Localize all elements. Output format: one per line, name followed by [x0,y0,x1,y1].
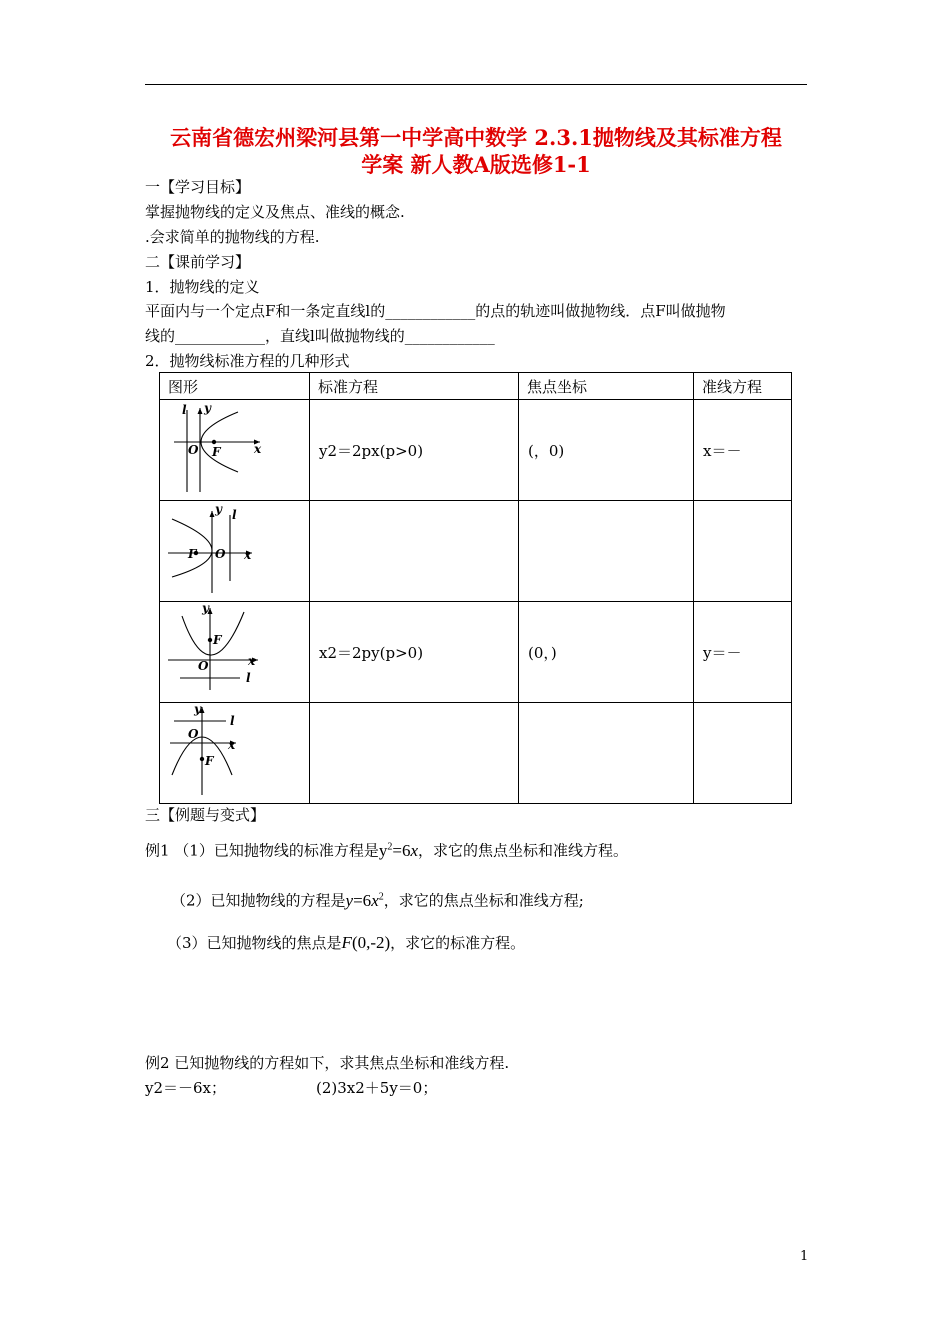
table-row [160,501,792,602]
label-f: F [213,633,222,647]
label-x: x [254,442,262,456]
header-directrix: 准线方程 [694,373,792,400]
example-1-part-3 [167,934,525,952]
table-row [160,602,792,703]
ex1-3-prefix: （3）已知抛物线的焦点是 [167,934,342,952]
equation-cell [310,703,519,804]
label-o: O [188,443,199,457]
label-y: y [194,703,201,716]
directrix-cell: y＝－ [694,602,792,703]
section-2-heading: 二【课前学习】 [145,253,251,271]
directrix-cell [694,703,792,804]
label-x: x [228,738,236,752]
focus-cell [519,501,694,602]
figure-cell [160,501,310,602]
figure-cell [160,602,310,703]
example-2-part-1: y2＝－6x； [145,1079,227,1097]
label-x: x [244,548,252,562]
title-line-1: 云南省德宏州梁河县第一中学高中数学 2.3.1抛物线及其标准方程 [170,125,782,150]
label-l: l [246,671,251,685]
ex1-3-suffix: ，求它的标准方程。 [390,934,526,952]
table-row [160,703,792,804]
directrix-cell: x＝－ [694,400,792,501]
parabola-up-figure [160,602,309,702]
equation-cell [310,501,519,602]
example-2-title: 例2 已知抛物线的方程如下，求其焦点坐标和准线方程. [145,1054,510,1072]
standard-forms-table [159,372,792,804]
focus-cell: (，0) [519,400,694,501]
header-figure: 图形 [160,373,310,400]
table-header-row [160,373,792,400]
header-focus: 焦点坐标 [519,373,694,400]
parabola-right-figure [160,400,309,500]
parabola-down-figure [160,703,309,803]
definition-line-1: 平面内与一个定点F和一条定直线l的____________的点的轨迹叫做抛物线．点F叫做抛物 [145,302,726,320]
table-row [160,400,792,501]
header-rule [145,84,807,85]
label-f: F [188,547,197,561]
label-f: F [205,754,214,768]
equation-cell: y2＝2px(p>0) [310,400,519,501]
definition-line-2: 线的____________，直线l叫做抛物线的____________ [145,327,495,345]
objective-line-2: .会求简单的抛物线的方程. [145,228,320,246]
ex1-3-formula: F(0,-2) [341,933,391,952]
equation-cell: x2＝2py(p>0) [310,602,519,703]
ex1-prefix: 例1 （1）已知抛物线的标准方程是 [145,841,379,860]
ex1-2-formula: $y=6x^2$ [345,890,384,910]
label-y: y [204,401,211,415]
document-title [145,124,807,178]
forms-title: 2．抛物线标准方程的几种形式 [145,352,350,370]
label-y: y [215,502,222,516]
example-2-part-2: (2)3x2＋5y＝0； [316,1079,438,1097]
parabola-left-figure [160,501,309,601]
page-number: 1 [800,1249,809,1264]
label-o: O [215,547,226,561]
label-l: l [230,714,235,728]
focus-cell: (0，) [519,602,694,703]
example-1-part-2 [171,888,584,910]
focus-cell [519,703,694,804]
example-1-part-1 [145,838,628,860]
figure-cell [160,703,310,804]
label-x: x [248,654,256,668]
header-equation: 标准方程 [310,373,519,400]
directrix-cell [694,501,792,602]
definition-title: 1．抛物线的定义 [145,278,260,296]
figure-cell [160,400,310,501]
label-l: l [232,508,237,522]
label-l: l [182,403,187,417]
label-y: y [202,602,209,615]
ex1-2-suffix: ，求它的焦点坐标和准线方程; [383,891,584,910]
label-f: F [212,445,221,459]
title-line-2: 学案 新人教A版选修1-1 [361,152,591,177]
section-1-heading: 一【学习目标】 [145,178,251,196]
ex1-formula: $y^2=6x$ [378,840,418,860]
label-o: O [198,659,209,673]
ex1-suffix: ，求它的焦点坐标和准线方程。 [418,841,629,860]
objective-line-1: 掌握抛物线的定义及焦点、准线的概念. [145,203,405,221]
section-3-heading: 三【例题与变式】 [145,806,266,824]
label-o: O [188,727,199,741]
ex1-2-prefix: （2）已知抛物线的方程是 [171,891,346,910]
